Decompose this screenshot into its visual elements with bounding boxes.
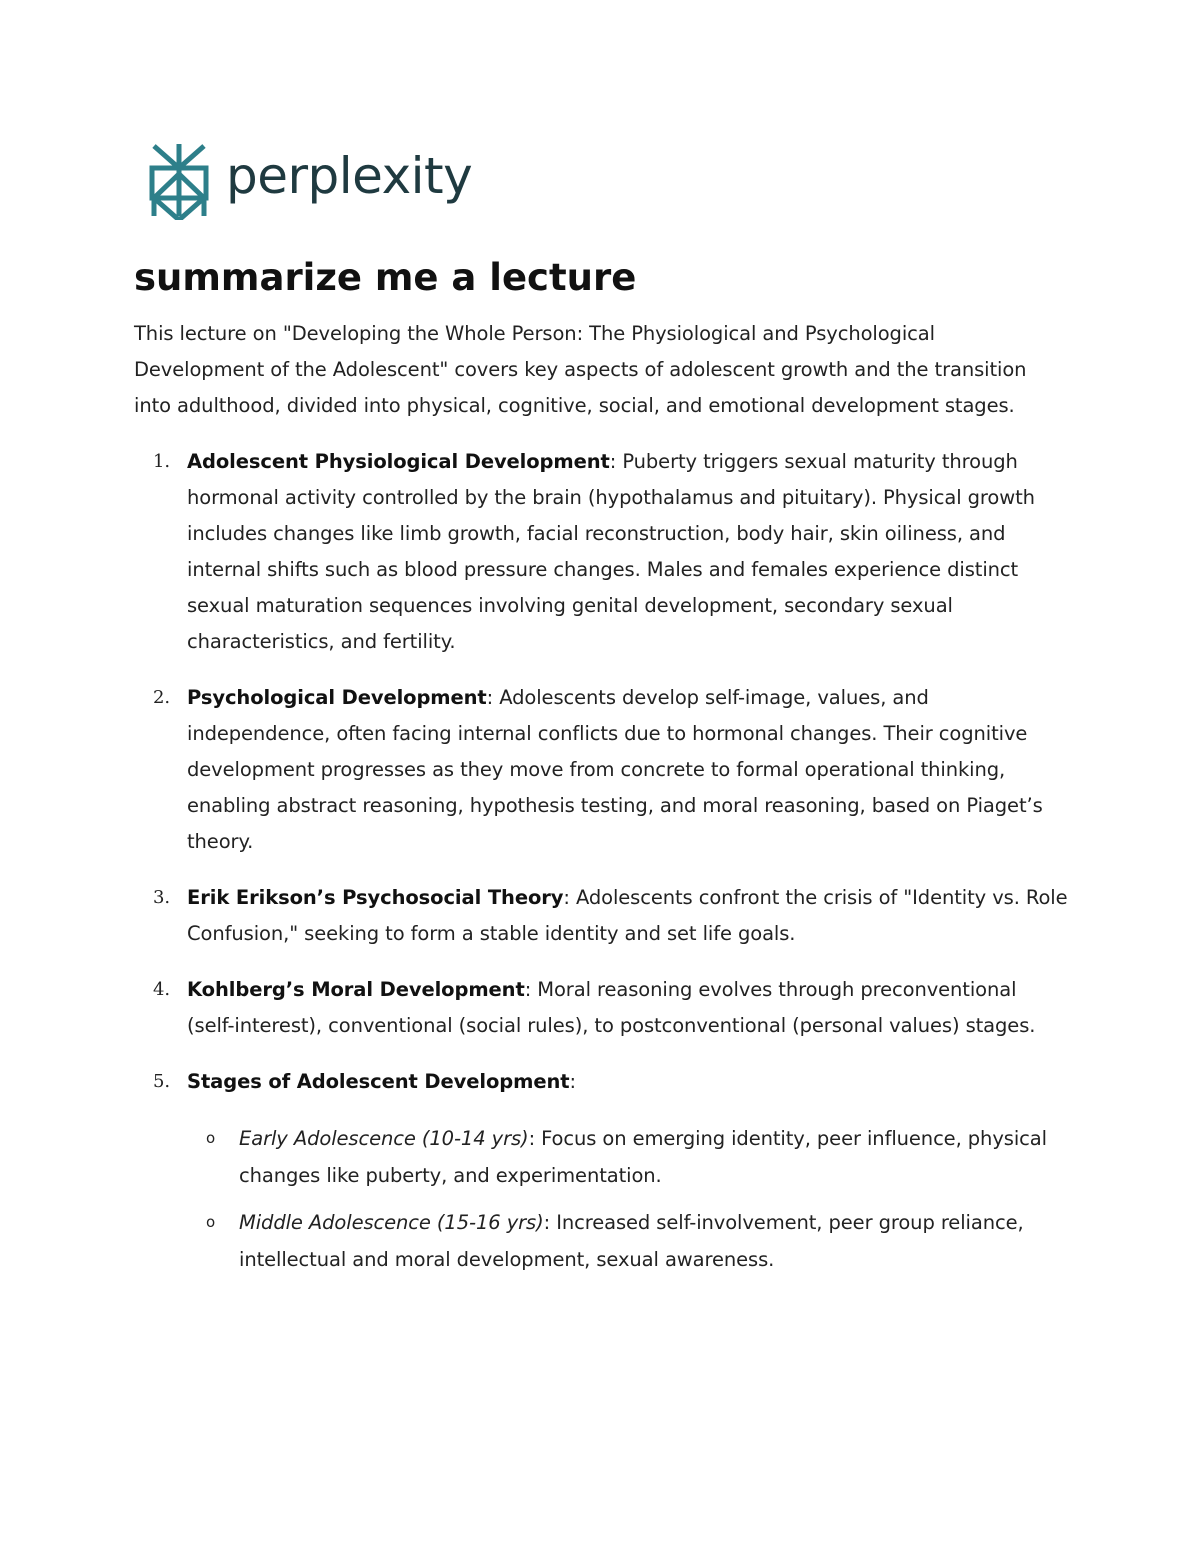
list-number: 3. xyxy=(153,887,170,909)
item-text: : Adolescents develop self-image, values, and independence, often facing internal conflicts due to hormonal changes. Their cognitive development progresses as they move from concrete to formal operational thinking, enabling abstract reasoning, hypothesis testing, and moral reasoning, based on Piaget’s theory. xyxy=(187,686,1043,854)
item-text: : Adolescents confront the crisis of "Identity vs. Role Confusion," seeking to form a stable identity and set life goals. xyxy=(187,886,1068,946)
list-number: 2. xyxy=(153,687,170,709)
sub-list-item xyxy=(187,1120,1069,1194)
perplexity-logo-icon xyxy=(146,140,212,220)
stage-text: : Increased self-involvement, peer group reliance, intellectual and moral development, sexual awareness. xyxy=(239,1211,1024,1272)
list-number: 4. xyxy=(153,979,170,1001)
item-title: Stages of Adolescent Development xyxy=(187,1070,570,1094)
stage-name: Middle Adolescence (15-16 yrs) xyxy=(239,1211,544,1235)
item-title: Kohlberg’s Moral Development xyxy=(187,978,525,1002)
sub-list-item xyxy=(187,1204,1069,1278)
item-title: Psychological Development xyxy=(187,686,487,710)
sub-list xyxy=(187,1120,1069,1278)
item-title: Adolescent Physiological Development xyxy=(187,450,610,474)
list-item xyxy=(134,972,1069,1044)
stage-text: : Focus on emerging identity, peer influence, physical changes like puberty, and experimentation. xyxy=(239,1127,1047,1188)
list-item xyxy=(134,680,1069,860)
item-title: Erik Erikson’s Psychosocial Theory xyxy=(187,886,564,910)
stage-name: Early Adolescence (10-14 yrs) xyxy=(239,1127,529,1151)
list-item xyxy=(134,1064,1069,1278)
item-text: : Moral reasoning evolves through preconventional (self-interest), conventional (social rules), to postconventional (personal values) stages. xyxy=(187,978,1036,1038)
list-item xyxy=(134,444,1069,660)
list-number: 1. xyxy=(153,451,170,473)
summary-list xyxy=(134,444,1069,1278)
document-page xyxy=(134,138,1069,1298)
intro-paragraph: This lecture on "Developing the Whole Person: The Physiological and Psychological Development of the Adolescent" covers key aspects of adolescent growth and the transition into adulthood, divided into physical, cognitive, social, and emotional development stages. xyxy=(134,322,1027,418)
item-text: : xyxy=(569,1070,576,1094)
hollow-bullet-icon: o xyxy=(206,1213,216,1232)
item-text: : Puberty triggers sexual maturity through hormonal activity controlled by the brain (hypothalamus and pituitary). Physical growth includes changes like limb growth, facial reconstruction, body hair, skin oiliness, and internal shifts such as blood pressure changes. Males and females experience distinct sexual maturation sequences involving genital development, secondary sexual characteristics, and fertility. xyxy=(187,450,1035,654)
brand-wordmark: perplexity xyxy=(226,147,473,205)
list-item xyxy=(134,880,1069,952)
page-title: summarize me a lecture xyxy=(134,256,637,299)
list-number: 5. xyxy=(153,1071,170,1093)
hollow-bullet-icon: o xyxy=(206,1129,216,1148)
brand-logo xyxy=(146,138,1069,222)
